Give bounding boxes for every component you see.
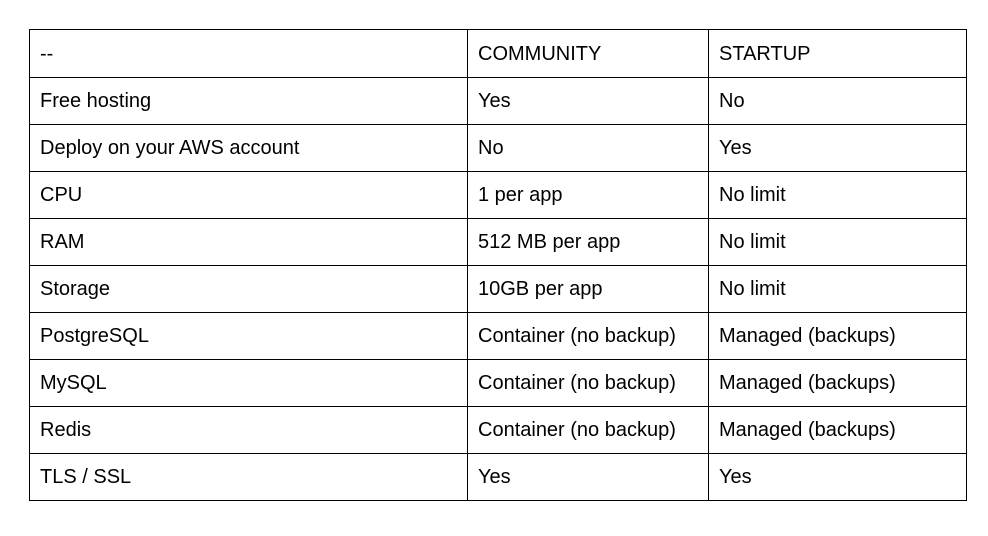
table-row — [30, 266, 967, 313]
community-cell: Container (no backup) — [468, 360, 709, 407]
table-row — [30, 360, 967, 407]
startup-cell: Managed (backups) — [709, 407, 967, 454]
feature-cell: MySQL — [30, 360, 468, 407]
table-row — [30, 125, 967, 172]
startup-cell: No limit — [709, 172, 967, 219]
header-cell-community: COMMUNITY — [468, 30, 709, 78]
startup-cell: Managed (backups) — [709, 313, 967, 360]
community-cell: Container (no backup) — [468, 407, 709, 454]
startup-cell: No limit — [709, 219, 967, 266]
comparison-table — [29, 29, 967, 501]
header-cell-startup: STARTUP — [709, 30, 967, 78]
table-row — [30, 78, 967, 125]
startup-cell: No — [709, 78, 967, 125]
feature-cell: Free hosting — [30, 78, 468, 125]
feature-cell: Redis — [30, 407, 468, 454]
feature-cell: Storage — [30, 266, 468, 313]
table-header-row — [30, 30, 967, 78]
community-cell: No — [468, 125, 709, 172]
table-row — [30, 407, 967, 454]
feature-cell: TLS / SSL — [30, 454, 468, 501]
table-row — [30, 219, 967, 266]
community-cell: 512 MB per app — [468, 219, 709, 266]
header-cell-feature: -- — [30, 30, 468, 78]
table-row — [30, 172, 967, 219]
table-row — [30, 454, 967, 501]
community-cell: Container (no backup) — [468, 313, 709, 360]
startup-cell: Yes — [709, 125, 967, 172]
community-cell: 10GB per app — [468, 266, 709, 313]
feature-cell: CPU — [30, 172, 468, 219]
community-cell: Yes — [468, 78, 709, 125]
community-cell: Yes — [468, 454, 709, 501]
table-row — [30, 313, 967, 360]
startup-cell: No limit — [709, 266, 967, 313]
community-cell: 1 per app — [468, 172, 709, 219]
feature-cell: Deploy on your AWS account — [30, 125, 468, 172]
startup-cell: Yes — [709, 454, 967, 501]
feature-cell: PostgreSQL — [30, 313, 468, 360]
startup-cell: Managed (backups) — [709, 360, 967, 407]
feature-cell: RAM — [30, 219, 468, 266]
